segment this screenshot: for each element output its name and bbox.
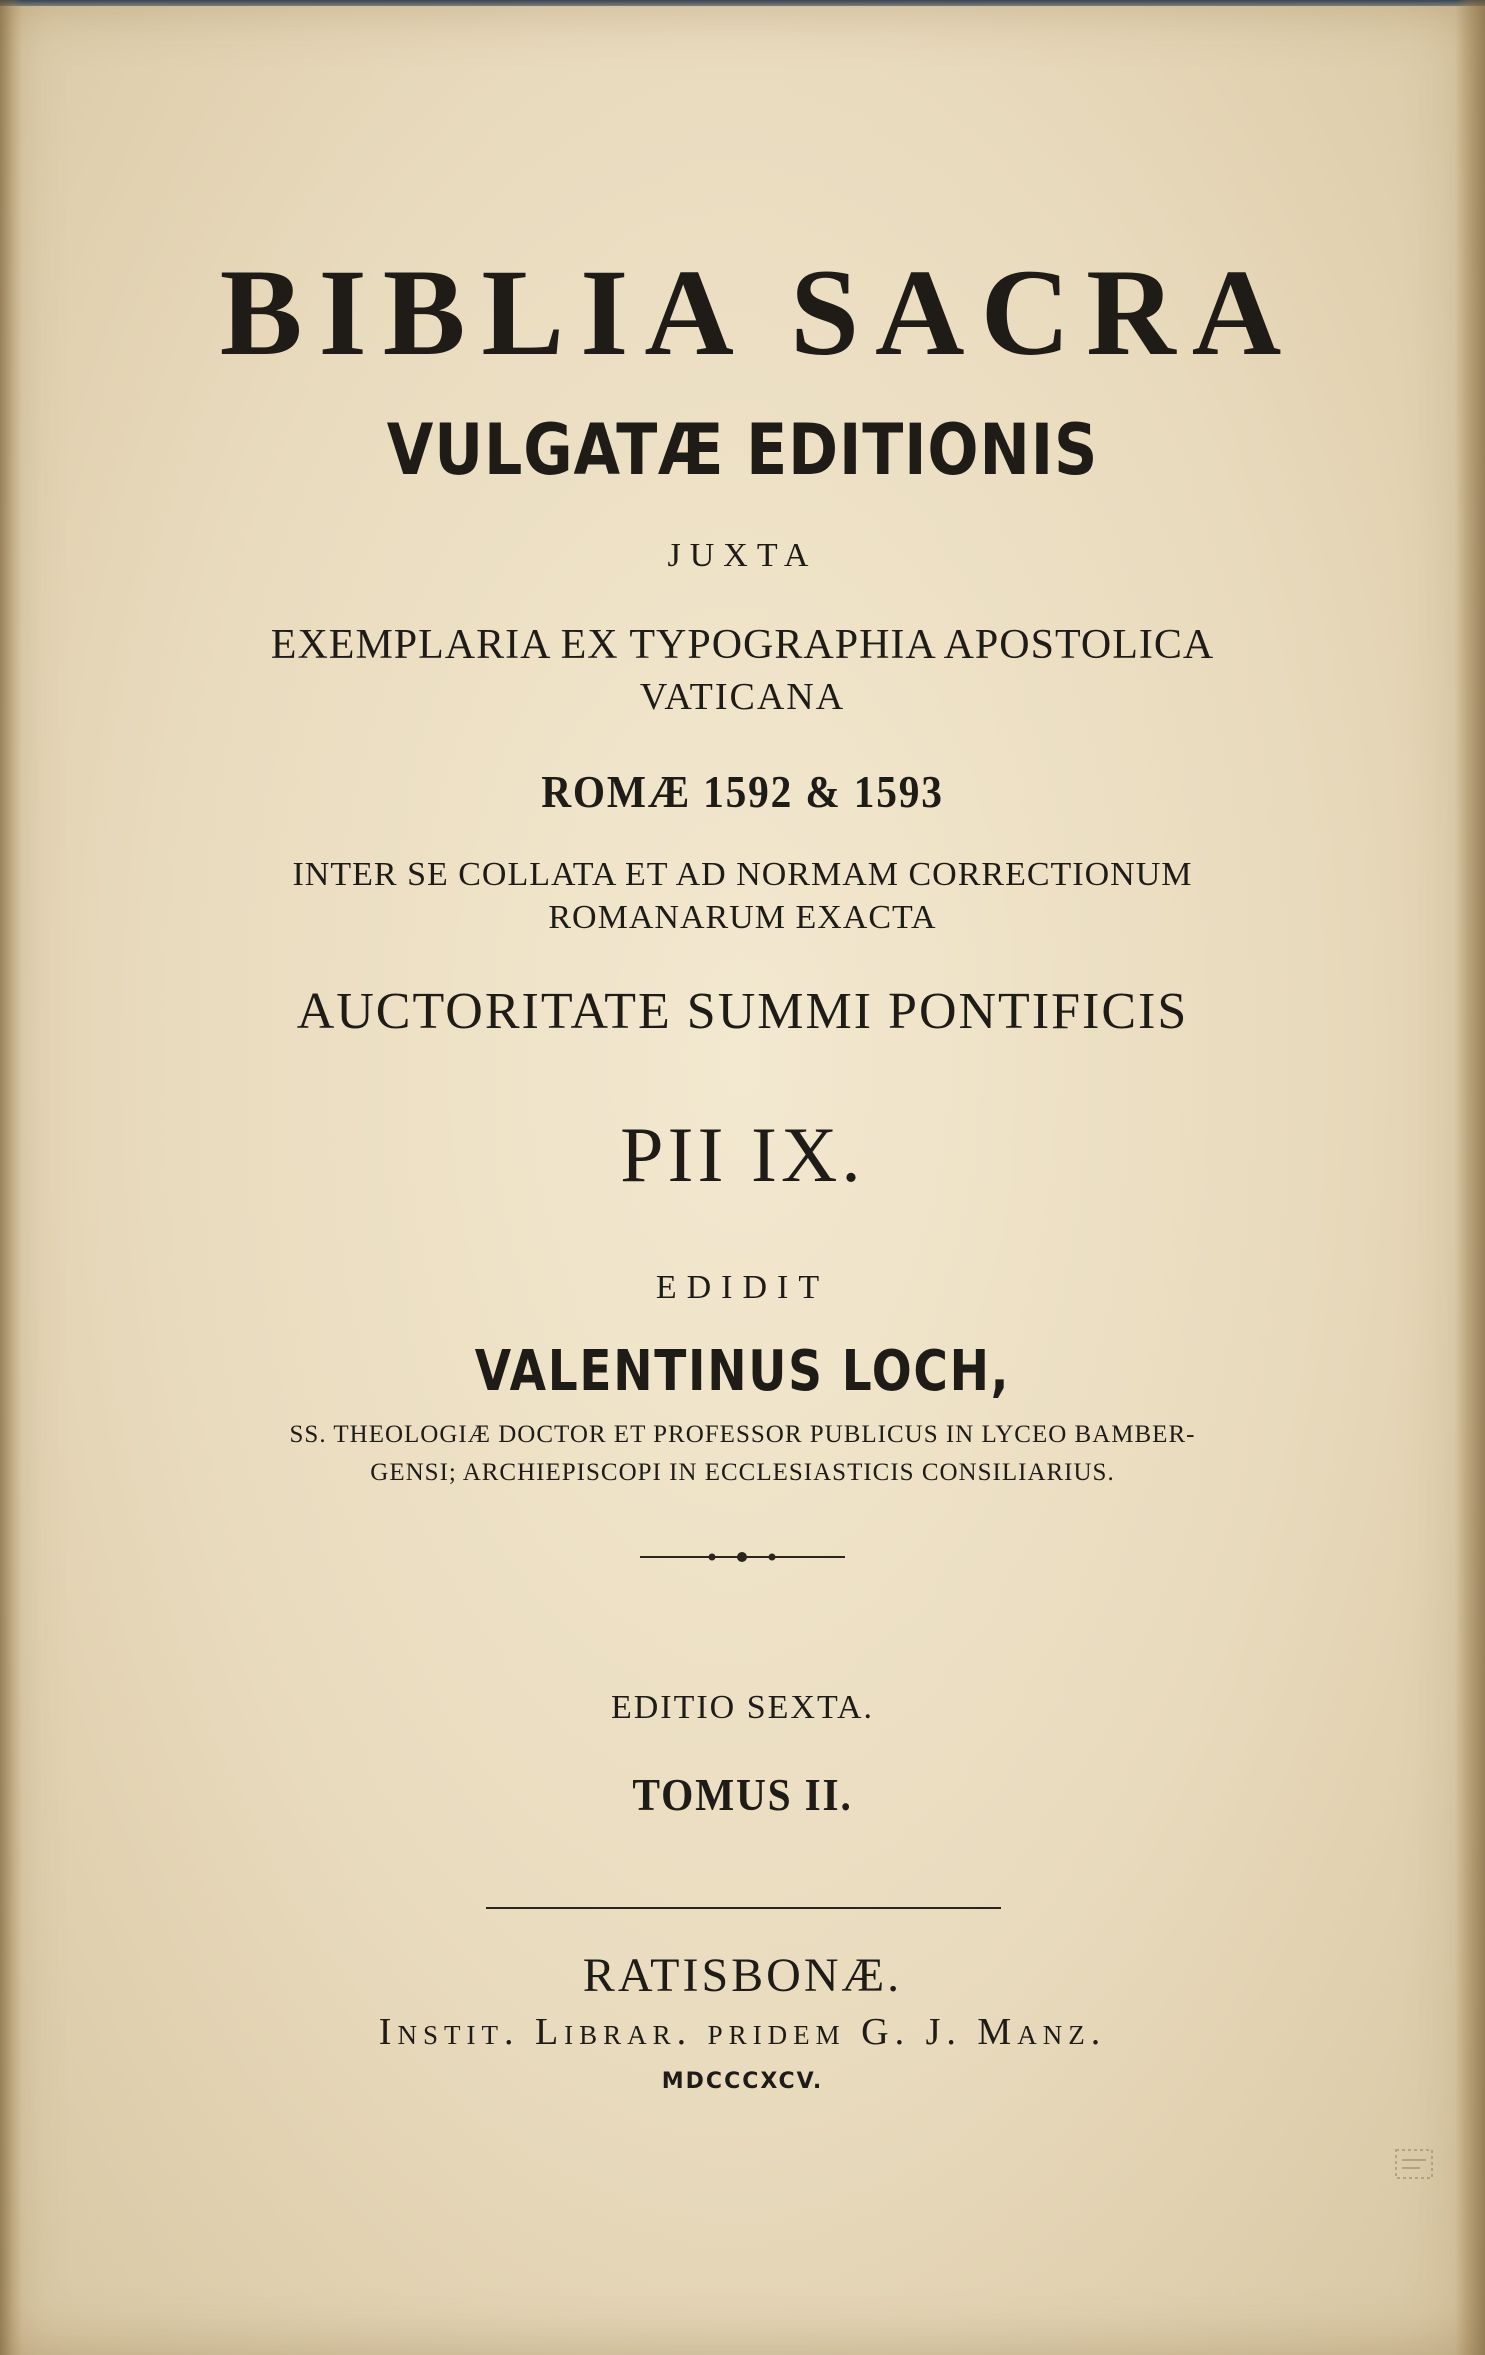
page-top-edge [0, 0, 1485, 6]
pontiff-name: PII IX. [620, 1111, 865, 1198]
exemplaria-line-1: EXEMPLARIA EX TYPOGRAPHIA APOSTOLICA [270, 622, 1215, 668]
edidit-line: EDIDIT [655, 1269, 830, 1306]
book-title: BIBLIA SACRA [219, 244, 1298, 381]
auctoritate-line: AUCTORITATE SUMMI PONTIFICIS [296, 983, 1189, 1040]
publication-year: MDCCCXCV. [661, 2069, 824, 2094]
juxta-line: JUXTA [667, 537, 818, 574]
inter-line-1: INTER SE COLLATA ET AD NORMAM CORRECTIONUM [292, 856, 1193, 893]
romae-dates: ROMÆ 1592 & 1593 [541, 766, 944, 817]
book-subtitle: VULGATÆ EDITIONIS [386, 409, 1099, 491]
ornament-divider [640, 1545, 845, 1569]
horizontal-rule [486, 1907, 1001, 1909]
volume-line: TOMUS II. [632, 1769, 853, 1820]
edition-line: EDITIO SEXTA. [610, 1689, 875, 1726]
inter-line-2: ROMANARUM EXACTA [548, 899, 937, 936]
publisher-line: Instit. Librar. pridem G. J. Manz. [378, 2011, 1107, 2053]
faded-library-mark [1390, 2140, 1440, 2190]
editor-credentials-line-1: SS. THEOLOGIÆ DOCTOR ET PROFESSOR PUBLICUS IN LYCEO BAMBER- [289, 1421, 1196, 1448]
editor-credentials-line-2: GENSI; ARCHIEPISCOPI IN ECCLESIASTICIS CONSILIARIUS. [370, 1459, 1115, 1486]
editor-name: VALENTINUS LOCH, [474, 1339, 1011, 1404]
exemplaria-line-2: VATICANA [639, 676, 846, 718]
place-of-publication: RATISBONÆ. [582, 1949, 903, 2002]
